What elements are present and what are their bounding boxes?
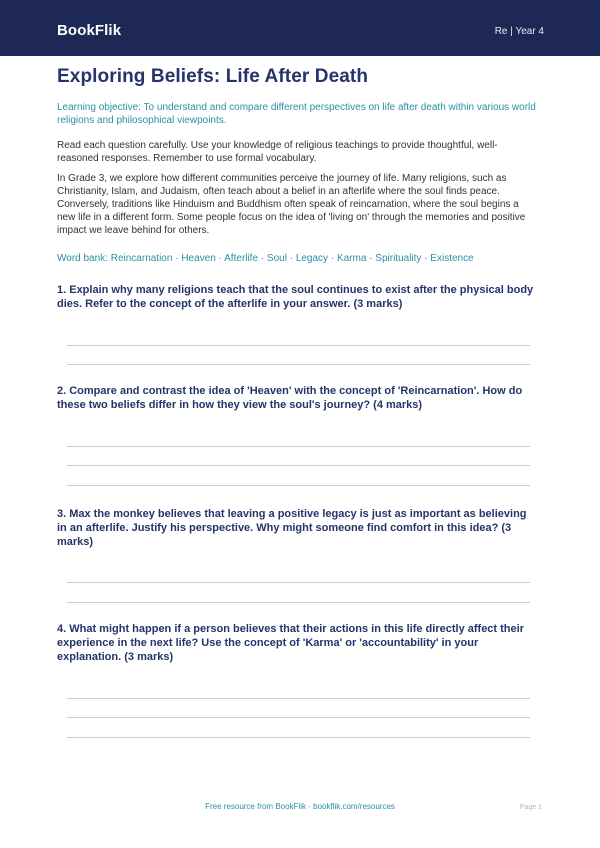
instructions-text: Read each question carefully. Use your knowledge of religious teachings to provide thoughtful, well-reasoned responses. Remember to use formal vocabulary. bbox=[57, 140, 498, 164]
answer-line-3-2[interactable] bbox=[67, 602, 530, 603]
page-number: Page 1 bbox=[519, 804, 542, 811]
brand-logo-text: BookFlik bbox=[57, 22, 122, 39]
answer-line-4-1[interactable] bbox=[67, 698, 530, 699]
question-4: 4. What might happen if a person believes that their actions in this life directly affect their experience in the next life? Use the concept of 'Karma' or 'accountability' in your explanation. (3 marks) bbox=[57, 623, 524, 663]
answer-line-1-1[interactable] bbox=[67, 345, 530, 346]
answer-line-1-2[interactable] bbox=[67, 364, 530, 365]
question-1: 1. Explain why many religions teach that the soul continues to exist after the physical body dies. Refer to the concept of the afterlife in your answer. (3 marks) bbox=[57, 284, 534, 310]
intro-paragraph: In Grade 3, we explore how different communities perceive the journey of life. Many religions, such as Christianity, Islam, and Judaism, often teach about a belief in an afterlife where the soul finds peace. Conversely, traditions like Hinduism and Buddhism often speak of reincarnation, where the soul begins a new life in a different form. Some people focus on the idea of 'living on' through the memories and positive impact we leave behind for others. bbox=[57, 173, 526, 236]
answer-line-4-3[interactable] bbox=[67, 737, 530, 738]
page-header bbox=[0, 0, 600, 56]
answer-line-4-2[interactable] bbox=[67, 717, 530, 718]
word-bank: Word bank: Reincarnation · Heaven · Afterlife · Soul · Legacy · Karma · Spirituality · Existence bbox=[57, 253, 474, 264]
answer-line-2-2[interactable] bbox=[67, 465, 530, 466]
page-title: Exploring Beliefs: Life After Death bbox=[57, 66, 369, 87]
question-2: 2. Compare and contrast the idea of 'Heaven' with the concept of 'Reincarnation'. How do these two beliefs differ in how they view the soul's journey? (4 marks) bbox=[57, 385, 523, 411]
subject-year-label: Re | Year 4 bbox=[494, 26, 544, 37]
question-3: 3. Max the monkey believes that leaving a positive legacy is just as important as believing in an afterlife. Justify his perspective. Why might someone find comfort in this idea? (3 marks) bbox=[57, 508, 527, 548]
footer-resource-link[interactable]: Free resource from BookFlik · bookflik.com/resources bbox=[205, 802, 395, 811]
answer-line-2-3[interactable] bbox=[67, 485, 530, 486]
learning-objective: Learning objective: To understand and compare different perspectives on life after death within various world religions and philosophical viewpoints. bbox=[57, 102, 536, 126]
answer-line-3-1[interactable] bbox=[67, 582, 530, 583]
answer-line-2-1[interactable] bbox=[67, 446, 530, 447]
